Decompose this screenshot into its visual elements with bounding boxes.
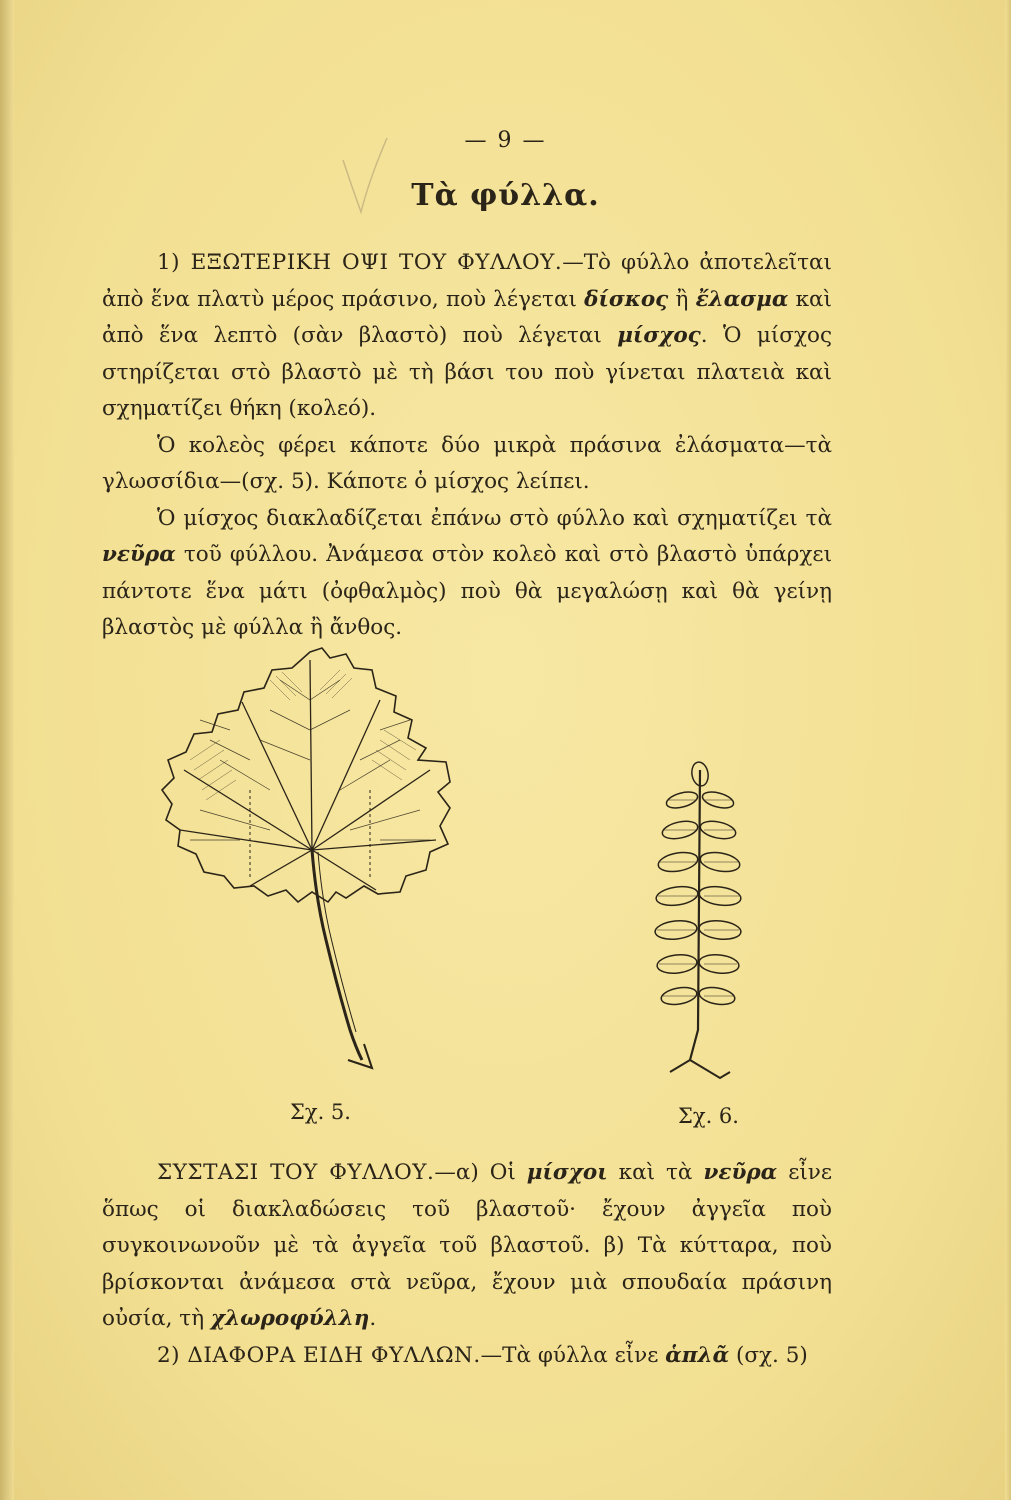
term-lamina: ἔλασμα — [695, 286, 789, 312]
text-run: . Ὁ μίσχος στηρίζεται στὸ βλαστὸ μὲ τὴ βάσι του ποὺ γίνεται πλατειὰ καὶ σχηματίζει θήκη (κολεό). — [102, 323, 832, 421]
text-run: εἶνε ὅπως οἱ διακλαδώσεις τοῦ βλαστοῦ· ἔχουν ἀγγεῖα ποὺ συγκοινωνοῦν μὲ τὰ ἀγγεῖα τοῦ βλαστοῦ. β) Τὰ κύτταρα, ποὺ βρίσκονται ἀνάμεσα στὰ νεῦρα, ἔχουν μιὰ σπουδαία πράσινη οὐσία, τὴ — [102, 1160, 832, 1331]
page-title: Τὰ φύλλα. — [411, 178, 600, 213]
section-heading: 1) ΕΞΩΤΕΡΙΚΗ ΟΨΙ ΤΟΥ ΦΥΛΛΟΥ. — [157, 250, 563, 275]
term-disk: δίσκος — [584, 286, 669, 312]
leaf-rachis — [690, 770, 700, 1060]
figure-6-caption: Σχ. 6. — [678, 1104, 739, 1128]
text-run: Ὁ μίσχος διακλαδίζεται ἐπάνω στὸ φύλλο καὶ σχηματίζει τὰ — [157, 505, 832, 531]
figure-compound-leaf — [640, 760, 760, 1100]
text-run: —α) Οἱ — [434, 1160, 527, 1185]
section-composition — [102, 1155, 832, 1374]
term-veins: νεῦρα — [703, 1160, 778, 1185]
paragraph-composition — [102, 1155, 832, 1338]
text-run: —Τὰ φύλλα εἶνε — [480, 1342, 666, 1368]
paragraph-sheath: Ὁ κολεὸς φέρει κάποτε δύο μικρὰ πράσινα ἐλάσματα—τὰ γλωσσίδια—(σχ. 5). Κάποτε ὁ μίσχος λείπει. — [102, 432, 832, 494]
text-run: ἢ — [668, 286, 696, 312]
section-heading: 2) ΔΙΑΦΟΡΑ ΕΙΔΗ ΦΥΛΛΩΝ. — [157, 1342, 481, 1368]
text-run: (σχ. 5) — [729, 1342, 808, 1368]
text-run: καὶ ἀπὸ ἕνα λεπτὸ (σὰν βλαστὸ) ποὺ λέγεται — [102, 286, 832, 348]
text-run: —Τὸ φύλλο ἀποτελεῖται ἀπὸ ἕνα πλατὺ μέρος πράσινο, ποὺ λέγεται — [102, 250, 832, 312]
term-chlorophyll: χλωροφύλλη — [210, 1306, 370, 1331]
term-simple: ἁπλᾶ — [665, 1342, 730, 1368]
term-petioles: μίσχοι — [526, 1160, 608, 1185]
paragraph-veins — [102, 501, 832, 647]
figure-simple-leaf — [150, 640, 470, 1100]
page-edge-shadow — [1005, 0, 1011, 1500]
paragraph-leaf-kinds — [102, 1338, 832, 1375]
text-run: τοῦ φύλλου. Ἀνάμεσα στὸν κολεὸ καὶ στὸ βλαστὸ ὑπάρχει πάντοτε ἕνα μάτι (ὀφθαλμὸς) ποὺ θὰ μεγαλώσῃ καὶ θὰ γείνῃ βλαστὸς μὲ φύλλα ἢ ἄνθος. — [102, 542, 832, 640]
page-number: — 9 — — [464, 128, 547, 153]
term-veins: νεῦρα — [102, 542, 176, 567]
term-petiole: μίσχος — [617, 323, 701, 348]
text-run: . — [369, 1306, 377, 1331]
text-run: καὶ τὰ — [607, 1160, 704, 1185]
section-heading: ΣΥΣΤΑΣΙ ΤΟΥ ΦΥΛΛΟΥ. — [157, 1160, 435, 1185]
page-spine-shadow — [0, 0, 14, 1500]
figure-5-caption: Σχ. 5. — [290, 1100, 351, 1124]
paragraph-outer-appearance — [102, 245, 832, 428]
section-outer-appearance — [102, 245, 832, 647]
